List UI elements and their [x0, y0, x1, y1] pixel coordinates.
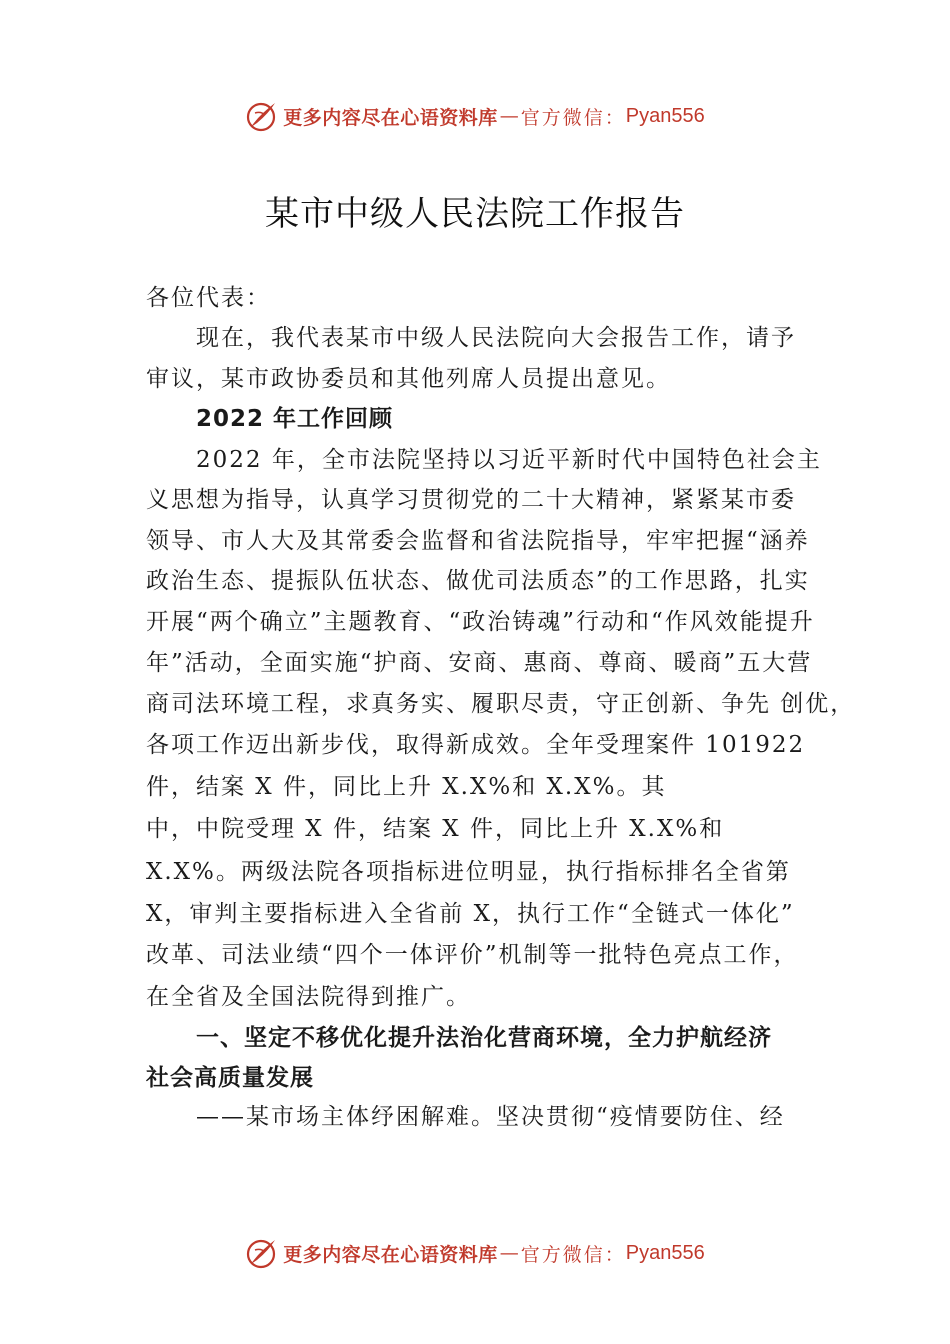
paragraph-line: X，审判主要指标进入全省前 X，执行工作“全链式一体化”: [146, 901, 795, 927]
quill-logo-icon: [245, 99, 279, 133]
paragraph-line: 在全省及全国法院得到推广。: [146, 984, 471, 1010]
footer-banner: [0, 1233, 950, 1273]
paragraph-line: 中，中院受理 X 件，结案 X 件，同比上升 X.X%和: [146, 816, 725, 842]
salutation: 各位代表：: [146, 285, 271, 311]
section-heading: 2022 年工作回顾: [196, 406, 394, 432]
banner-wechat-label: 官方微信：: [520, 1243, 626, 1266]
paragraph-line: 政治生态、提振队伍状态、做优司法质态”的工作思路，扎实: [146, 568, 810, 594]
paragraph-line: 各项工作迈出新步伐，取得新成效。全年受理案件 101922: [146, 732, 806, 758]
paragraph-line: 领导、市人大及其常委会监督和省法院指导，牢牢把握“涵养: [146, 528, 810, 554]
quill-logo-icon: [245, 1236, 279, 1270]
section-heading: 社会高质量发展: [146, 1065, 314, 1091]
paragraph-line: 审议，某市政协委员和其他列席人员提出意见。: [146, 366, 671, 392]
banner-dash: —: [499, 1242, 519, 1264]
paragraph-line: 2022 年，全市法院坚持以习近平新时代中国特色社会主: [196, 447, 822, 473]
paragraph-line: 年”活动，全面实施“护商、安商、惠商、尊商、暖商”五大营: [146, 650, 813, 676]
paragraph-line: ——某市场主体纾困解难。坚决贯彻“疫情要防住、经: [196, 1104, 785, 1130]
banner-dash: —: [499, 105, 519, 127]
paragraph-line: 义思想为指导，认真学习贯彻党的二十大精神，紧紧某市委: [146, 487, 796, 513]
banner-wechat-id: Pyan556: [625, 104, 705, 127]
banner-brand: 更多内容尽在心语资料库: [283, 1243, 498, 1266]
banner-wechat-id: Pyan556: [625, 1241, 705, 1264]
paragraph-line: 商司法环境工程，求真务实、履职尽责，守正创新、争先 创优，: [146, 691, 856, 717]
document-title: 某市中级人民法院工作报告: [265, 194, 685, 234]
paragraph-line: 开展“两个确立”主题教育、“政治铸魂”行动和“作风效能提升: [146, 609, 815, 635]
paragraph-line: 件，结案 X 件，同比上升 X.X%和 X.X%。其: [146, 774, 667, 800]
section-heading: 一、坚定不移优化提升法治化营商环境，全力护航经济: [196, 1025, 772, 1051]
banner-brand: 更多内容尽在心语资料库: [283, 106, 498, 129]
paragraph-line: 现在，我代表某市中级人民法院向大会报告工作，请予: [196, 325, 796, 351]
paragraph-line: 改革、司法业绩“四个一体评价”机制等一批特色亮点工作，: [146, 942, 799, 968]
header-banner: [0, 96, 950, 136]
banner-wechat-label: 官方微信：: [520, 106, 626, 129]
paragraph-line: X.X%。两级法院各项指标进位明显，执行指标排名全省第: [146, 859, 791, 885]
